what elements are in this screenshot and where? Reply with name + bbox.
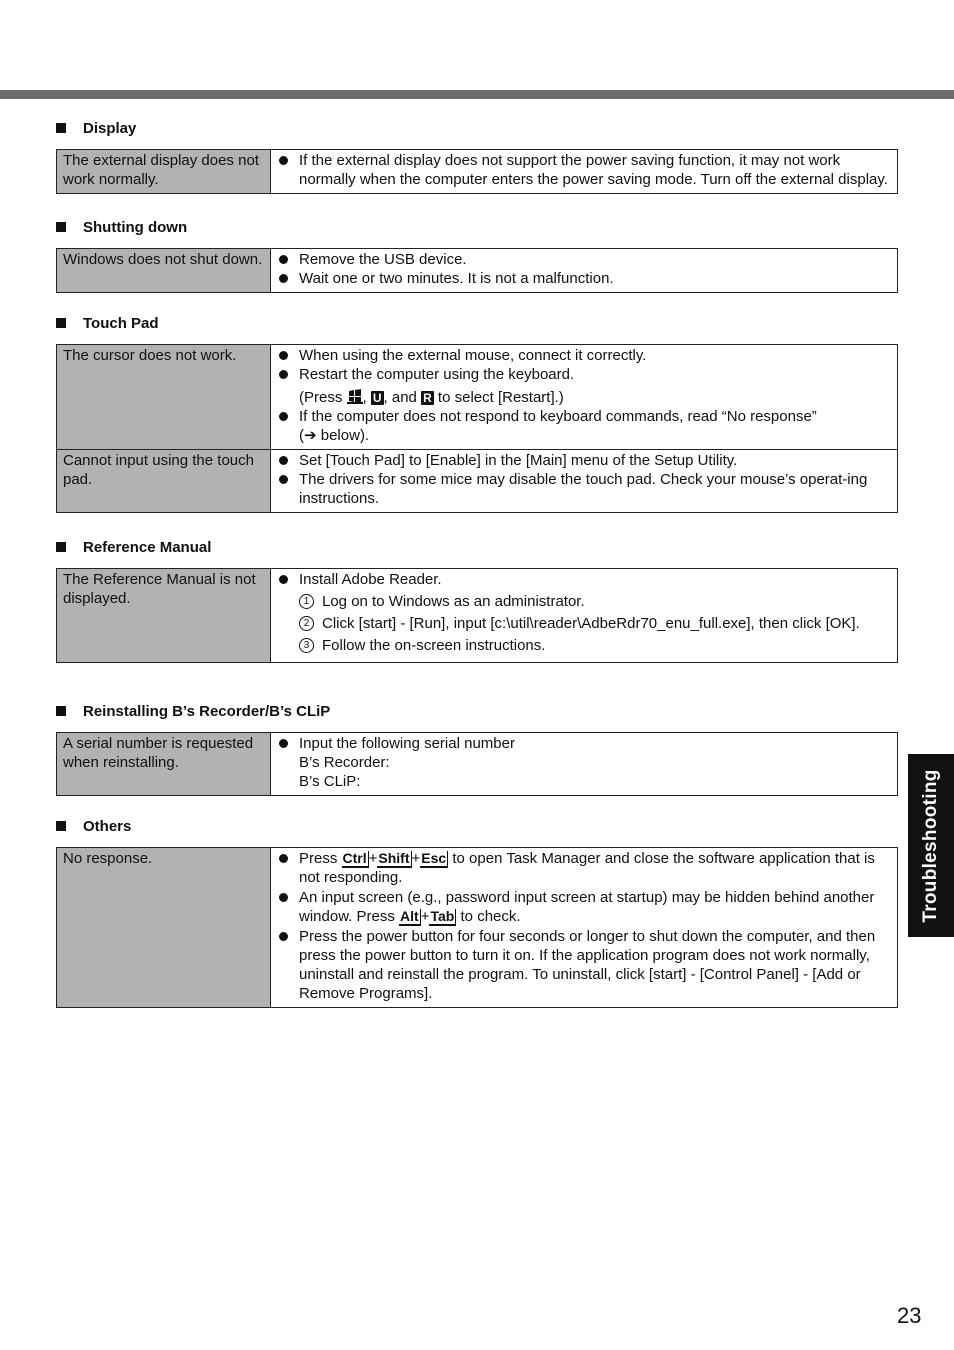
side-tab-label: Troubleshooting: [920, 768, 941, 923]
bullet-text: Press: [299, 850, 338, 867]
r-key: R: [423, 391, 432, 405]
problem-cell: The cursor does not work.: [57, 345, 271, 450]
section-title: Others: [83, 817, 132, 835]
solution-bullet: Remove the USB device.: [279, 250, 891, 269]
troubleshooting-side-tab: [908, 754, 954, 937]
square-bullet-icon: [56, 706, 66, 716]
section-reinstalling: [56, 702, 898, 796]
solution-bullet: Wait one or two minutes. It is not a malfunction.: [279, 269, 891, 288]
square-bullet-icon: [56, 123, 66, 133]
section-reference-manual: [56, 538, 898, 663]
table-row: [57, 733, 898, 796]
troubleshooting-table: [56, 847, 898, 1008]
esc-key: Esc: [421, 850, 447, 866]
shift-key: Shift: [378, 850, 410, 866]
solution-bullet: Press the power button for four seconds or longer to shut down the computer, and then press the power button to turn it on. If the application program does not work normally, uninstall and reinstall the program. To uninstall, click [start] - [Control Panel] - [Add or Remove Programs].: [279, 927, 891, 1003]
solution-bullet: An input screen (e.g., password input screen at startup) may be hidden behind another window. Press Alt +Tab to check.: [279, 888, 891, 926]
page-number: 23: [897, 1303, 922, 1328]
section-heading: [56, 119, 898, 137]
arrow-right-icon: ➔: [304, 427, 317, 444]
problem-cell: The external display does not work normally.: [57, 150, 271, 194]
square-bullet-icon: [56, 542, 66, 552]
press-text: (Press: [299, 389, 343, 406]
troubleshooting-table: [56, 344, 898, 513]
solution-cell: [271, 733, 898, 796]
solution-bullet: Input the following serial number: [279, 734, 891, 753]
section-heading: [56, 538, 898, 556]
problem-cell: Cannot input using the touch pad.: [57, 450, 271, 513]
section-title: Touch Pad: [83, 314, 159, 332]
table-row: [57, 450, 898, 513]
step-text: Log on to Windows as an administrator.: [322, 593, 585, 610]
step-item: [299, 636, 891, 655]
square-bullet-icon: [56, 222, 66, 232]
tab-key: Tab: [430, 908, 455, 924]
windows-key-icon: [347, 389, 363, 404]
section-display: [56, 119, 898, 194]
solution-cell: [271, 345, 898, 450]
troubleshooting-table: [56, 149, 898, 194]
solution-cell: [271, 450, 898, 513]
step-text: Follow the on-screen instructions.: [322, 637, 546, 654]
problem-cell: No response.: [57, 848, 271, 1008]
solution-bullet: If the computer does not respond to keyboard commands, read “No response” (➔ below).: [279, 407, 891, 445]
solution-bullet: If the external display does not support the power saving function, it may not work normally when the computer enters the power saving mode. Turn off the external display.: [279, 151, 891, 189]
troubleshooting-table: [56, 732, 898, 796]
bullet-text: An input screen (e.g., password input screen at startup) may be hidden behind another window. Press: [299, 889, 875, 925]
problem-cell: Windows does not shut down.: [57, 249, 271, 293]
square-bullet-icon: [56, 318, 66, 328]
solution-bullet: Install Adobe Reader.: [279, 570, 891, 589]
ctrl-key: Ctrl: [342, 850, 367, 866]
solution-bullet: Press Ctrl +Shift +Esc to open Task Manager and close the software application that is not responding.: [279, 849, 891, 887]
table-row: [57, 345, 898, 450]
solution-cell: [271, 848, 898, 1008]
section-others: [56, 817, 898, 1008]
section-heading: [56, 314, 898, 332]
section-heading: [56, 218, 898, 236]
header-bar: [0, 90, 954, 99]
section-heading: [56, 817, 898, 835]
bullet-text: to check.: [460, 908, 521, 925]
bullet-text: to open Task Manager and close the software application that is not responding.: [299, 850, 875, 886]
section-heading: [56, 702, 898, 720]
problem-cell: A serial number is requested when reinstalling.: [57, 733, 271, 796]
and-text: , and: [383, 389, 417, 406]
solution-bullet: The drivers for some mice may disable the touch pad. Check your mouse’s operat-ing instructions.: [279, 470, 891, 508]
solution-cell: [271, 249, 898, 293]
solution-bullet: Set [Touch Pad] to [Enable] in the [Main] menu of the Setup Utility.: [279, 451, 891, 470]
table-row: [57, 249, 898, 293]
square-bullet-icon: [56, 821, 66, 831]
step-item: [299, 592, 891, 611]
solution-cell: [271, 569, 898, 663]
troubleshooting-table: [56, 248, 898, 293]
section-title: Shutting down: [83, 218, 188, 236]
section-shutting-down: [56, 218, 898, 293]
solution-bullet: Restart the computer using the keyboard.: [279, 365, 891, 384]
problem-cell: The Reference Manual is not displayed.: [57, 569, 271, 663]
bullet-text: If the computer does not respond to keyboard commands, read “No response”: [299, 408, 817, 425]
alt-key: Alt: [400, 908, 419, 924]
solution-cell: [271, 150, 898, 194]
table-row: [57, 150, 898, 194]
section-title: Display: [83, 119, 137, 137]
step-item: [299, 614, 891, 633]
serial-line: B’s Recorder:: [299, 754, 390, 771]
restart-key-instruction: (Press , U , and R to select [Restart].): [299, 389, 564, 406]
table-row: [57, 569, 898, 663]
circled-number-3: 3: [299, 638, 314, 653]
troubleshooting-table: [56, 568, 898, 663]
section-title: Reference Manual: [83, 538, 212, 556]
section-title: Reinstalling B’s Recorder/B’s CLiP: [83, 702, 331, 720]
solution-bullet: When using the external mouse, connect it correctly.: [279, 346, 891, 365]
serial-line: B’s CLiP:: [299, 773, 361, 790]
reference-text: below).: [320, 427, 370, 444]
section-touch-pad: [56, 314, 898, 513]
circled-number-2: 2: [299, 616, 314, 631]
press-suffix-text: to select [Restart].): [437, 389, 564, 406]
u-key: U: [372, 391, 382, 405]
table-row: [57, 848, 898, 1008]
circled-number-1: 1: [299, 594, 314, 609]
step-text: Click [start] - [Run], input [c:\util\reader\AdbeRdr70_enu_full.exe], then click [OK].: [322, 615, 860, 632]
steps-list: [299, 592, 891, 655]
